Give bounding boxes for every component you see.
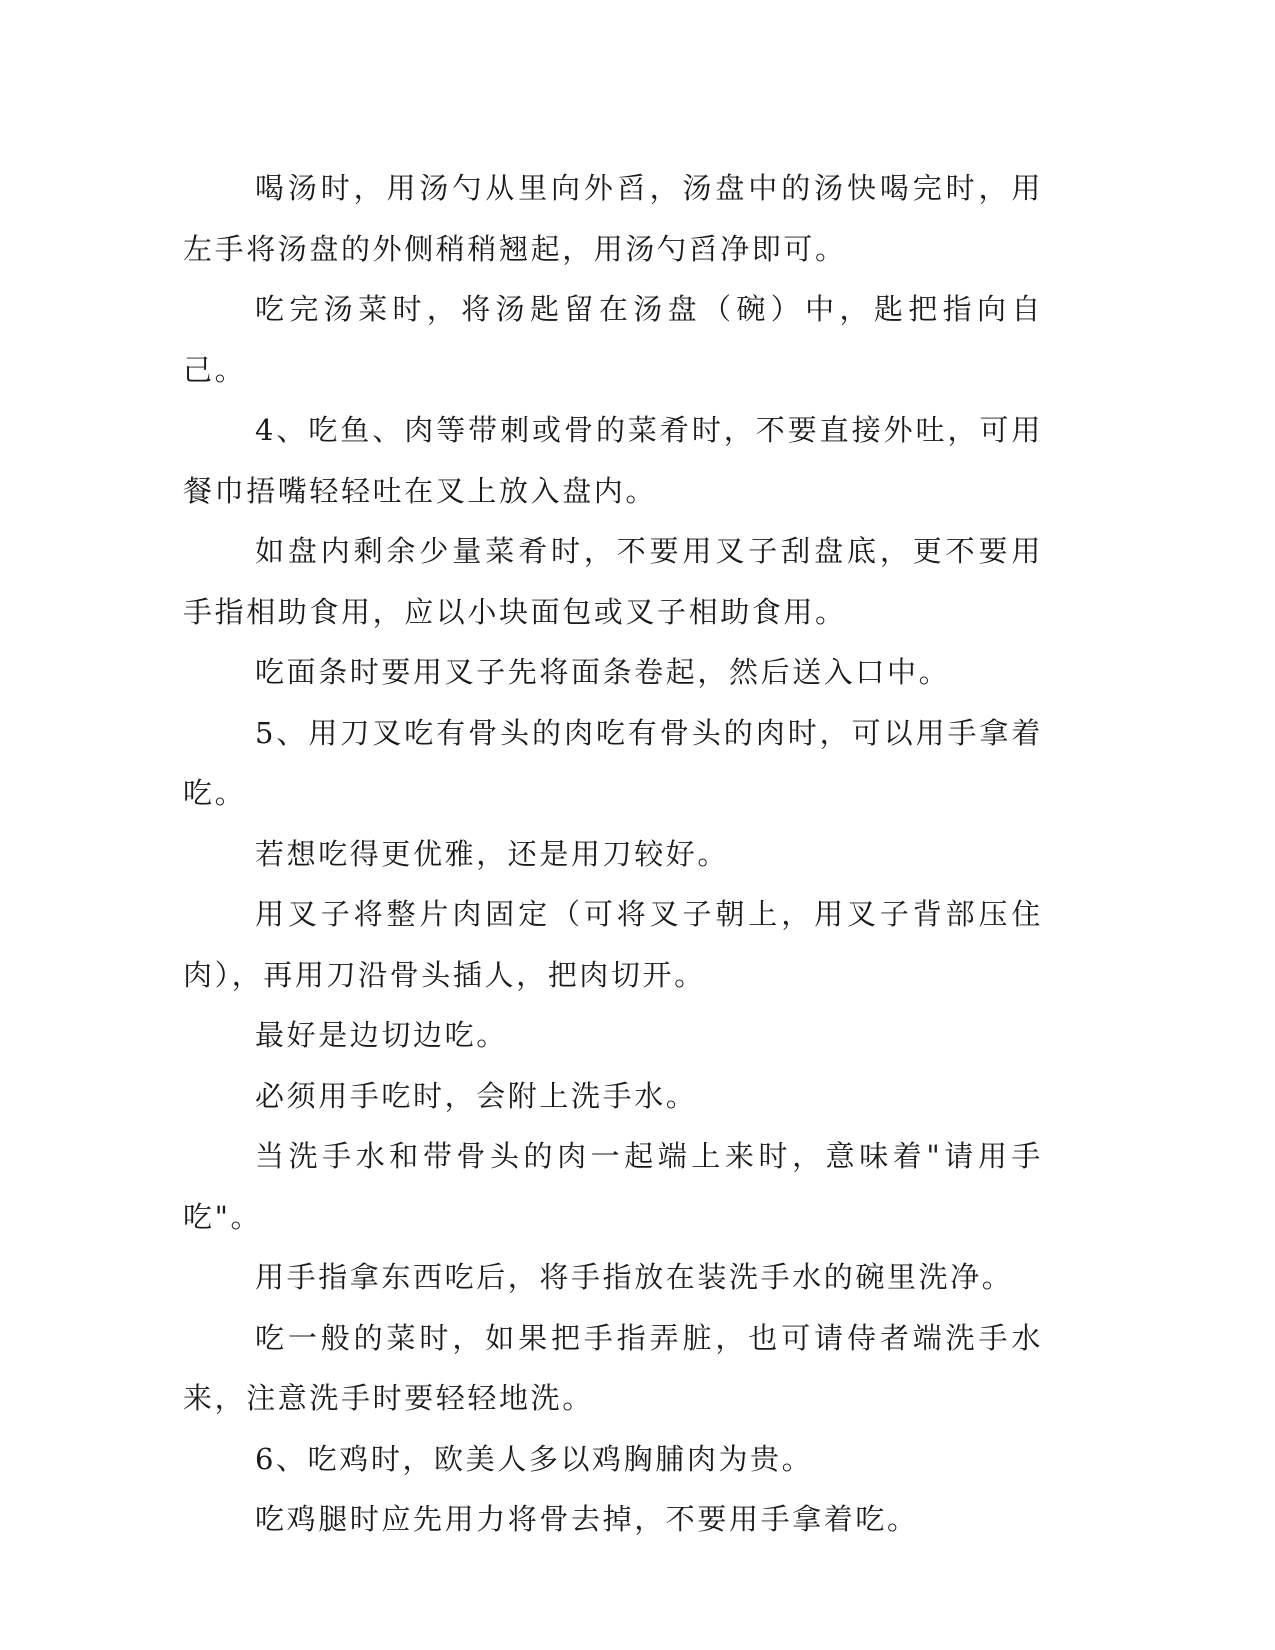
paragraph: 当洗手水和带骨头的肉一起端上来时，意味着"请用手吃"。 xyxy=(183,1139,1043,1234)
paragraph: 吃鸡腿时应先用力将骨去掉，不要用手拿着吃。 xyxy=(255,1502,919,1536)
paragraph: 喝汤时，用汤勺从里向外舀，汤盘中的汤快喝完时，用左手将汤盘的外侧稍稍翘起，用汤勺舀净即可。 xyxy=(183,171,1043,266)
paragraph: 吃完汤菜时，将汤匙留在汤盘（碗）中，匙把指向自己。 xyxy=(183,292,1043,387)
paragraph: 必须用手吃时，会附上洗手水。 xyxy=(255,1078,698,1113)
document-body xyxy=(183,158,1043,1550)
paragraph: 吃面条时要用叉子先将面条卷起，然后送入口中。 xyxy=(255,655,951,689)
paragraph: 吃一般的菜时，如果把手指弄脏，也可请侍者端洗手水来，注意洗手时要轻轻地洗。 xyxy=(183,1320,1043,1415)
paragraph: 6、吃鸡时，欧美人多以鸡胸脯肉为贵。 xyxy=(255,1441,814,1476)
paragraph: 用叉子将整片肉固定（可将叉子朝上，用叉子背部压住肉），再用刀沿骨头插人，把肉切开。 xyxy=(183,897,1043,992)
paragraph: 5、用刀叉吃有骨头的肉吃有骨头的肉时，可以用手拿着吃。 xyxy=(183,715,1043,810)
paragraph: 如盘内剩余少量菜肴时，不要用叉子刮盘底，更不要用手指相助食用，应以小块面包或叉子相助食用。 xyxy=(183,534,1043,629)
paragraph: 若想吃得更优雅，还是用刀较好。 xyxy=(255,836,730,871)
paragraph: 用手指拿东西吃后，将手指放在装洗手水的碗里洗净。 xyxy=(255,1260,1014,1294)
paragraph: 最好是边切边吃。 xyxy=(255,1018,508,1052)
paragraph: 4、吃鱼、肉等带刺或骨的菜肴时，不要直接外吐，可用餐巾捂嘴轻轻吐在叉上放入盘内。 xyxy=(183,413,1043,508)
